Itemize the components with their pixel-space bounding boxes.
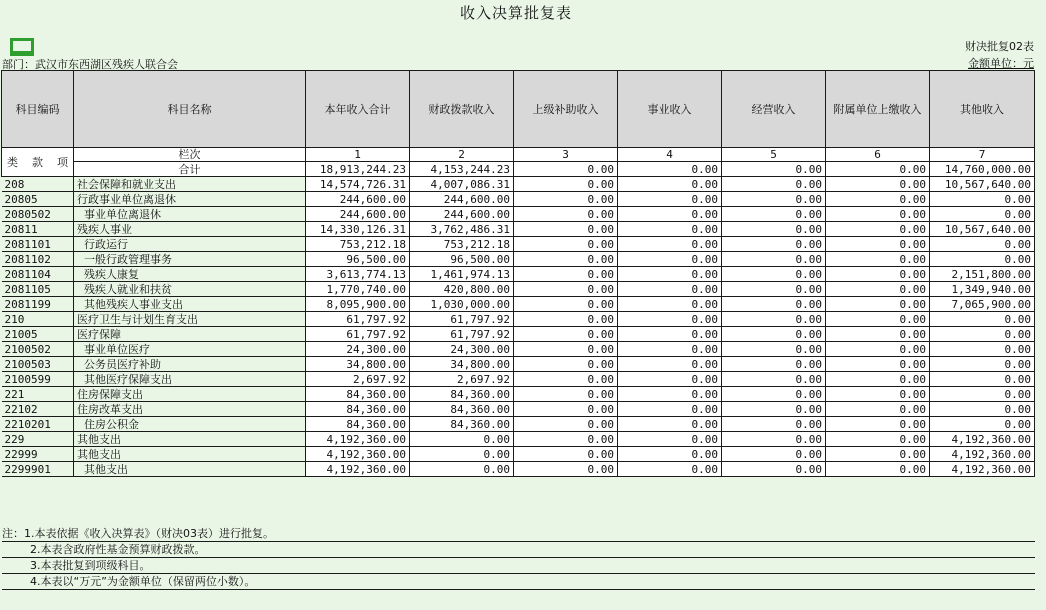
row-value-7[interactable]: 2,151,800.00 <box>930 267 1035 282</box>
total-label: 合计 <box>74 162 306 177</box>
row-value-6[interactable]: 0.00 <box>826 342 930 357</box>
row-value-1[interactable]: 14,574,726.31 <box>306 177 410 192</box>
row-code[interactable]: 20805 <box>2 192 74 207</box>
row-value-1[interactable]: 244,600.00 <box>306 192 410 207</box>
row-code[interactable]: 2100599 <box>2 372 74 387</box>
col-index-2: 2 <box>410 148 514 162</box>
row-value-1[interactable]: 14,330,126.31 <box>306 222 410 237</box>
col-index-4: 4 <box>618 148 722 162</box>
row-code[interactable]: 20811 <box>2 222 74 237</box>
row-value-4[interactable]: 0.00 <box>618 282 722 297</box>
row-value-3[interactable]: 0.00 <box>514 462 618 477</box>
header-col-6: 附属单位上缴收入 <box>826 71 930 148</box>
row-value-2[interactable]: 0.00 <box>410 462 514 477</box>
row-value-1[interactable]: 34,800.00 <box>306 357 410 372</box>
table-row <box>2 267 1035 282</box>
page-title: 收入决算批复表 <box>459 4 572 22</box>
row-value-7[interactable]: 0.00 <box>930 327 1035 342</box>
note-4: 4.本表以“万元”为金额单位（保留两位小数）。 <box>2 574 1035 590</box>
row-value-4[interactable]: 0.00 <box>618 207 722 222</box>
header-code: 科目编码 <box>2 71 74 148</box>
row-value-3[interactable]: 0.00 <box>514 372 618 387</box>
col-index-6: 6 <box>826 148 930 162</box>
row-value-2[interactable]: 96,500.00 <box>410 252 514 267</box>
row-value-6[interactable]: 0.00 <box>826 387 930 402</box>
row-value-3[interactable]: 0.00 <box>514 342 618 357</box>
total-value-3[interactable]: 0.00 <box>514 162 618 177</box>
row-value-5[interactable]: 0.00 <box>722 192 826 207</box>
row-code[interactable]: 221 <box>2 387 74 402</box>
row-value-2[interactable]: 1,030,000.00 <box>410 297 514 312</box>
row-value-7[interactable]: 4,192,360.00 <box>930 462 1035 477</box>
table-row <box>2 207 1035 222</box>
row-value-6[interactable]: 0.00 <box>826 447 930 462</box>
row-name[interactable]: 其他支出 <box>74 447 306 462</box>
row-name[interactable]: 其他残疾人事业支出 <box>74 297 306 312</box>
row-value-2[interactable]: 3,762,486.31 <box>410 222 514 237</box>
row-value-3[interactable]: 0.00 <box>514 417 618 432</box>
table-row <box>2 342 1035 357</box>
row-value-7[interactable]: 1,349,940.00 <box>930 282 1035 297</box>
row-name[interactable]: 行政运行 <box>74 237 306 252</box>
header-row <box>2 71 1035 148</box>
row-name[interactable]: 事业单位离退休 <box>74 207 306 222</box>
row-value-1[interactable]: 244,600.00 <box>306 207 410 222</box>
row-value-2[interactable]: 0.00 <box>410 432 514 447</box>
row-code[interactable]: 229 <box>2 432 74 447</box>
row-value-5[interactable]: 0.00 <box>722 267 826 282</box>
row-value-4[interactable]: 0.00 <box>618 177 722 192</box>
row-value-6[interactable]: 0.00 <box>826 222 930 237</box>
row-value-3[interactable]: 0.00 <box>514 207 618 222</box>
row-value-3[interactable]: 0.00 <box>514 312 618 327</box>
row-value-1[interactable]: 84,360.00 <box>306 417 410 432</box>
header-col-5: 经营收入 <box>722 71 826 148</box>
row-code[interactable]: 2080502 <box>2 207 74 222</box>
row-name[interactable]: 公务员医疗补助 <box>74 357 306 372</box>
row-value-2[interactable]: 34,800.00 <box>410 357 514 372</box>
row-name[interactable]: 事业单位医疗 <box>74 342 306 357</box>
column-index-row <box>2 148 1035 162</box>
row-value-1[interactable]: 4,192,360.00 <box>306 447 410 462</box>
row-value-3[interactable]: 0.00 <box>514 282 618 297</box>
table-row <box>2 252 1035 267</box>
row-value-6[interactable]: 0.00 <box>826 207 930 222</box>
row-value-2[interactable]: 2,697.92 <box>410 372 514 387</box>
row-value-7[interactable]: 0.00 <box>930 207 1035 222</box>
notes <box>2 526 1035 590</box>
row-code[interactable]: 22102 <box>2 402 74 417</box>
row-value-5[interactable]: 0.00 <box>722 462 826 477</box>
row-value-7[interactable]: 4,192,360.00 <box>930 447 1035 462</box>
row-value-7[interactable]: 0.00 <box>930 312 1035 327</box>
code-part-section: 款 <box>32 155 43 169</box>
row-value-5[interactable]: 0.00 <box>722 207 826 222</box>
row-name[interactable]: 医疗保障 <box>74 327 306 342</box>
row-value-2[interactable]: 4,007,086.31 <box>410 177 514 192</box>
row-code[interactable]: 2100503 <box>2 357 74 372</box>
table-row <box>2 177 1035 192</box>
row-name[interactable]: 残疾人事业 <box>74 222 306 237</box>
table-row <box>2 462 1035 477</box>
row-name[interactable]: 医疗卫生与计划生育支出 <box>74 312 306 327</box>
total-value-6[interactable]: 0.00 <box>826 162 930 177</box>
row-value-2[interactable]: 244,600.00 <box>410 207 514 222</box>
row-value-1[interactable]: 753,212.18 <box>306 237 410 252</box>
row-value-1[interactable]: 8,095,900.00 <box>306 297 410 312</box>
col-index-7: 7 <box>930 148 1035 162</box>
row-value-6[interactable]: 0.00 <box>826 237 930 252</box>
row-value-4[interactable]: 0.00 <box>618 222 722 237</box>
total-row <box>2 162 1035 177</box>
row-value-4[interactable]: 0.00 <box>618 372 722 387</box>
row-value-3[interactable]: 0.00 <box>514 387 618 402</box>
row-value-6[interactable]: 0.00 <box>826 417 930 432</box>
row-value-7[interactable]: 0.00 <box>930 342 1035 357</box>
row-value-6[interactable]: 0.00 <box>826 402 930 417</box>
row-value-5[interactable]: 0.00 <box>722 282 826 297</box>
row-value-5[interactable]: 0.00 <box>722 297 826 312</box>
row-name[interactable]: 住房保障支出 <box>74 387 306 402</box>
row-value-3[interactable]: 0.00 <box>514 357 618 372</box>
row-value-2[interactable]: 84,360.00 <box>410 387 514 402</box>
row-value-4[interactable]: 0.00 <box>618 462 722 477</box>
row-value-7[interactable]: 0.00 <box>930 252 1035 267</box>
row-value-4[interactable]: 0.00 <box>618 312 722 327</box>
row-value-3[interactable]: 0.00 <box>514 222 618 237</box>
header-col-3: 上级补助收入 <box>514 71 618 148</box>
row-value-6[interactable]: 0.00 <box>826 192 930 207</box>
row-name[interactable]: 社会保障和就业支出 <box>74 177 306 192</box>
row-value-7[interactable]: 0.00 <box>930 237 1035 252</box>
row-value-5[interactable]: 0.00 <box>722 357 826 372</box>
row-name[interactable]: 住房公积金 <box>74 417 306 432</box>
table-row <box>2 312 1035 327</box>
row-name[interactable]: 其他支出 <box>74 462 306 477</box>
row-code[interactable]: 2299901 <box>2 462 74 477</box>
row-value-2[interactable]: 84,360.00 <box>410 402 514 417</box>
row-value-5[interactable]: 0.00 <box>722 372 826 387</box>
table-row <box>2 387 1035 402</box>
row-value-5[interactable]: 0.00 <box>722 447 826 462</box>
row-value-5[interactable]: 0.00 <box>722 417 826 432</box>
row-code[interactable]: 2210201 <box>2 417 74 432</box>
revenue-table <box>1 70 1035 477</box>
note-1: 注：1.本表依据《收入决算表》（财决03表）进行批复。 <box>2 526 1035 542</box>
row-value-3[interactable]: 0.00 <box>514 192 618 207</box>
code-part-class: 类 <box>7 155 18 169</box>
table-row <box>2 297 1035 312</box>
row-value-6[interactable]: 0.00 <box>826 312 930 327</box>
header-col-4: 事业收入 <box>618 71 722 148</box>
row-name[interactable]: 一般行政管理事务 <box>74 252 306 267</box>
row-code[interactable]: 2081105 <box>2 282 74 297</box>
row-value-2[interactable]: 0.00 <box>410 447 514 462</box>
col-index-5: 5 <box>722 148 826 162</box>
note-3: 3.本表批复到项级科目。 <box>2 558 1035 574</box>
row-value-7[interactable]: 4,192,360.00 <box>930 432 1035 447</box>
row-value-6[interactable]: 0.00 <box>826 462 930 477</box>
row-code[interactable]: 21005 <box>2 327 74 342</box>
row-name[interactable]: 住房改革支出 <box>74 402 306 417</box>
cell-selection-icon[interactable] <box>10 38 34 56</box>
row-value-7[interactable]: 0.00 <box>930 417 1035 432</box>
total-value-2[interactable]: 4,153,244.23 <box>410 162 514 177</box>
row-value-2[interactable]: 84,360.00 <box>410 417 514 432</box>
row-value-4[interactable]: 0.00 <box>618 252 722 267</box>
row-value-7[interactable]: 0.00 <box>930 387 1035 402</box>
unit-label: 金额单位：元 <box>968 57 1034 70</box>
row-name[interactable]: 残疾人就业和扶贫 <box>74 282 306 297</box>
table-row <box>2 447 1035 462</box>
row-value-1[interactable]: 84,360.00 <box>306 387 410 402</box>
row-value-1[interactable]: 4,192,360.00 <box>306 462 410 477</box>
row-value-4[interactable]: 0.00 <box>618 192 722 207</box>
row-value-5[interactable]: 0.00 <box>722 177 826 192</box>
row-value-4[interactable]: 0.00 <box>618 387 722 402</box>
row-value-5[interactable]: 0.00 <box>722 252 826 267</box>
row-value-1[interactable]: 96,500.00 <box>306 252 410 267</box>
row-value-6[interactable]: 0.00 <box>826 357 930 372</box>
row-value-1[interactable]: 24,300.00 <box>306 342 410 357</box>
row-value-3[interactable]: 0.00 <box>514 432 618 447</box>
table-row <box>2 192 1035 207</box>
row-value-4[interactable]: 0.00 <box>618 297 722 312</box>
table-row <box>2 327 1035 342</box>
row-value-7[interactable]: 0.00 <box>930 192 1035 207</box>
row-value-6[interactable]: 0.00 <box>826 282 930 297</box>
row-code[interactable]: 2081104 <box>2 267 74 282</box>
total-value-5[interactable]: 0.00 <box>722 162 826 177</box>
table-row <box>2 402 1035 417</box>
row-value-2[interactable]: 420,800.00 <box>410 282 514 297</box>
row-value-4[interactable]: 0.00 <box>618 402 722 417</box>
row-value-5[interactable]: 0.00 <box>722 237 826 252</box>
row-value-4[interactable]: 0.00 <box>618 417 722 432</box>
table-row <box>2 432 1035 447</box>
row-name[interactable]: 其他医疗保障支出 <box>74 372 306 387</box>
row-value-1[interactable]: 61,797.92 <box>306 327 410 342</box>
row-value-1[interactable]: 1,770,740.00 <box>306 282 410 297</box>
row-name[interactable]: 残疾人康复 <box>74 267 306 282</box>
row-value-4[interactable]: 0.00 <box>618 237 722 252</box>
form-number: 财决批复02表 <box>965 40 1034 53</box>
row-value-3[interactable]: 0.00 <box>514 237 618 252</box>
row-value-4[interactable]: 0.00 <box>618 342 722 357</box>
row-code[interactable]: 208 <box>2 177 74 192</box>
row-value-1[interactable]: 2,697.92 <box>306 372 410 387</box>
row-value-5[interactable]: 0.00 <box>722 402 826 417</box>
row-value-3[interactable]: 0.00 <box>514 297 618 312</box>
row-value-1[interactable]: 61,797.92 <box>306 312 410 327</box>
row-value-2[interactable]: 24,300.00 <box>410 342 514 357</box>
row-value-3[interactable]: 0.00 <box>514 177 618 192</box>
column-index-label: 栏次 <box>74 148 306 162</box>
row-value-5[interactable]: 0.00 <box>722 327 826 342</box>
row-value-3[interactable]: 0.00 <box>514 267 618 282</box>
col-index-3: 3 <box>514 148 618 162</box>
row-value-1[interactable]: 4,192,360.00 <box>306 432 410 447</box>
row-value-1[interactable]: 84,360.00 <box>306 402 410 417</box>
row-value-6[interactable]: 0.00 <box>826 252 930 267</box>
row-value-7[interactable]: 10,567,640.00 <box>930 177 1035 192</box>
row-value-2[interactable]: 1,461,974.13 <box>410 267 514 282</box>
row-value-4[interactable]: 0.00 <box>618 447 722 462</box>
row-value-6[interactable]: 0.00 <box>826 267 930 282</box>
row-value-6[interactable]: 0.00 <box>826 372 930 387</box>
row-value-5[interactable]: 0.00 <box>722 432 826 447</box>
table-row <box>2 372 1035 387</box>
row-value-4[interactable]: 0.00 <box>618 327 722 342</box>
row-name[interactable]: 其他支出 <box>74 432 306 447</box>
row-value-7[interactable]: 0.00 <box>930 372 1035 387</box>
total-value-4[interactable]: 0.00 <box>618 162 722 177</box>
row-code[interactable]: 210 <box>2 312 74 327</box>
row-value-2[interactable]: 244,600.00 <box>410 192 514 207</box>
row-code[interactable]: 2081102 <box>2 252 74 267</box>
row-code[interactable]: 22999 <box>2 447 74 462</box>
row-value-6[interactable]: 0.00 <box>826 177 930 192</box>
row-value-7[interactable]: 0.00 <box>930 402 1035 417</box>
row-value-7[interactable]: 10,567,640.00 <box>930 222 1035 237</box>
row-value-4[interactable]: 0.00 <box>618 357 722 372</box>
row-value-5[interactable]: 0.00 <box>722 222 826 237</box>
code-part-item: 项 <box>57 155 68 169</box>
row-value-6[interactable]: 0.00 <box>826 297 930 312</box>
row-value-4[interactable]: 0.00 <box>618 267 722 282</box>
row-value-3[interactable]: 0.00 <box>514 402 618 417</box>
table-row <box>2 237 1035 252</box>
row-value-5[interactable]: 0.00 <box>722 342 826 357</box>
row-name[interactable]: 行政事业单位离退休 <box>74 192 306 207</box>
row-value-5[interactable]: 0.00 <box>722 387 826 402</box>
note-2: 2.本表含政府性基金预算财政拨款。 <box>2 542 1035 558</box>
row-value-3[interactable]: 0.00 <box>514 252 618 267</box>
row-code[interactable]: 2100502 <box>2 342 74 357</box>
header-name: 科目名称 <box>74 71 306 148</box>
row-value-4[interactable]: 0.00 <box>618 432 722 447</box>
total-value-1[interactable]: 18,913,244.23 <box>306 162 410 177</box>
header-col-7: 其他收入 <box>930 71 1035 148</box>
table-row <box>2 222 1035 237</box>
table-row <box>2 357 1035 372</box>
col-index-1: 1 <box>306 148 410 162</box>
table-row <box>2 282 1035 297</box>
total-value-7[interactable]: 14,760,000.00 <box>930 162 1035 177</box>
row-value-2[interactable]: 61,797.92 <box>410 327 514 342</box>
row-value-6[interactable]: 0.00 <box>826 327 930 342</box>
row-value-7[interactable]: 7,065,900.00 <box>930 297 1035 312</box>
department-label: 部门：武汉市东西湖区残疾人联合会 <box>2 58 178 71</box>
row-code[interactable]: 2081101 <box>2 237 74 252</box>
row-value-5[interactable]: 0.00 <box>722 312 826 327</box>
code-parts-cell <box>2 148 74 177</box>
header-col-2: 财政拨款收入 <box>410 71 514 148</box>
table-row <box>2 417 1035 432</box>
row-value-7[interactable]: 0.00 <box>930 357 1035 372</box>
row-value-2[interactable]: 753,212.18 <box>410 237 514 252</box>
row-value-6[interactable]: 0.00 <box>826 432 930 447</box>
header-col-1: 本年收入合计 <box>306 71 410 148</box>
row-value-3[interactable]: 0.00 <box>514 447 618 462</box>
row-value-1[interactable]: 3,613,774.13 <box>306 267 410 282</box>
row-value-3[interactable]: 0.00 <box>514 327 618 342</box>
row-code[interactable]: 2081199 <box>2 297 74 312</box>
row-value-2[interactable]: 61,797.92 <box>410 312 514 327</box>
